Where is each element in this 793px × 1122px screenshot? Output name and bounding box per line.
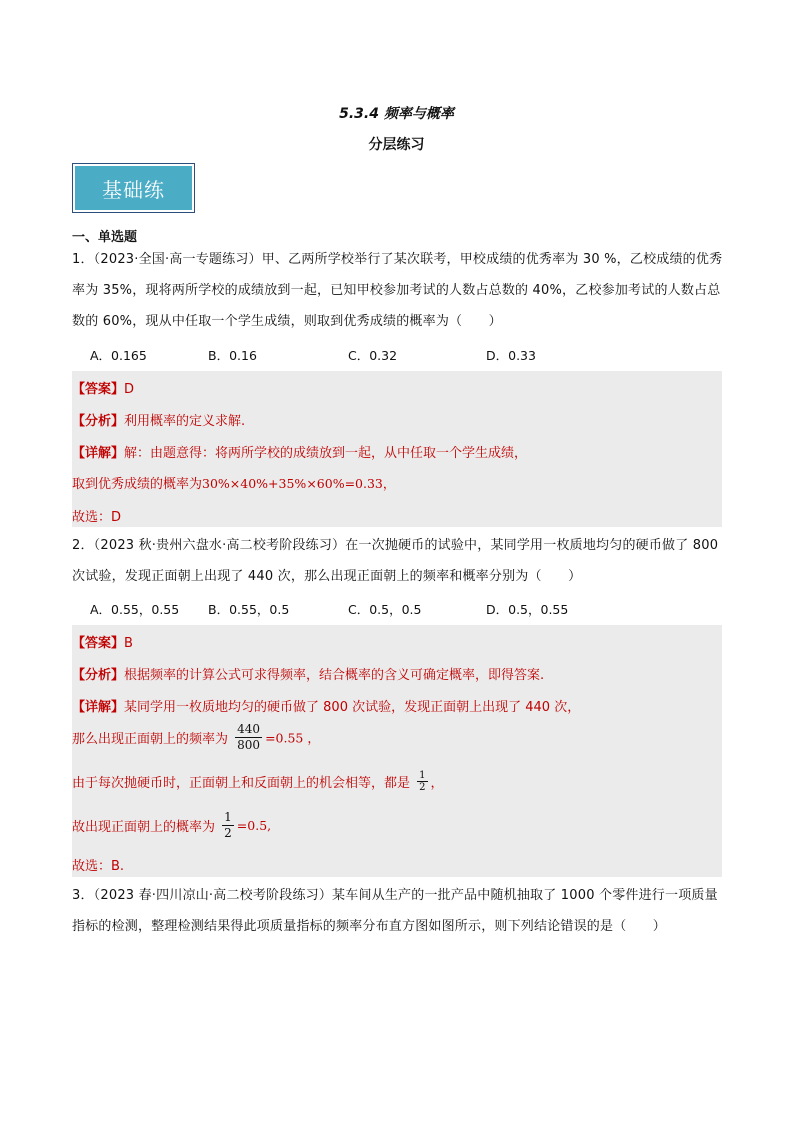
q1-detail-prefix: 取到优秀成绩的概率为 (72, 477, 203, 492)
q2-coin-numerator: 1 (419, 770, 426, 781)
q2-answer-line (72, 632, 133, 651)
q2-frequency-result: =0.55 ， (265, 730, 320, 746)
q2-detail-line-1 (72, 696, 580, 715)
q2-coin-fraction (417, 770, 427, 793)
q2-detail-n1: 800 (323, 700, 348, 715)
q1-answer-line (72, 378, 134, 397)
q1-detail-text: 解：由题意得：将两所学校的成绩放到一起，从中任取一个学生成绩， (124, 446, 528, 461)
q1-option-a: A．0.165 (90, 348, 147, 363)
q2-analysis: 根据频率的计算公式可求得频率，结合概率的含义可确定概率，即得答案. (124, 668, 545, 683)
section-badge (72, 163, 195, 213)
q1-answer: D (124, 382, 135, 397)
q2-choose: 故选：B. (72, 859, 125, 874)
q1-analysis-tag: 【分析】 (72, 414, 125, 429)
question-3-text: 3．（2023 春·四川凉山·高二校考阶段练习）某车间从生产的一批产品中随机抽取了 1000 个零件进行一项质量指标的检测，整理检测结果得此项质量指标的频率分布直方图如图所示，则下列结论错误的是（ ） (72, 888, 718, 934)
q2-frequency-denominator: 800 (237, 738, 261, 752)
q2-answer: B (124, 636, 133, 651)
section-badge-label: 基础练 (75, 166, 192, 210)
q2-probability-fraction (222, 810, 234, 841)
q1-detail-line-2 (72, 473, 395, 492)
q1-option-d: D．0.33 (486, 348, 536, 363)
q1-answer-tag: 【答案】 (72, 382, 125, 397)
q1-option-b: B．0.16 (208, 348, 257, 363)
q2-detail-c: 次， (550, 700, 581, 715)
section-heading: 一、单选题 (72, 230, 138, 245)
q2-detail-n2: 440 (525, 700, 551, 715)
q2-frequency-line (72, 722, 320, 753)
q2-frequency-numerator: 440 (237, 722, 261, 736)
q1-detail-tag: 【详解】 (72, 446, 125, 461)
question-1-options (90, 346, 536, 364)
q2-option-d: D．0.5，0.55 (486, 602, 569, 617)
q1-option-c: C．0.32 (348, 348, 398, 363)
page-title: 5.3.4 频率与概率 (339, 106, 454, 122)
q2-option-a: A．0.55，0.55 (90, 602, 180, 617)
question-2-options (90, 600, 568, 618)
q2-detail-b: 次试验，发现正面朝上出现了 (347, 700, 526, 715)
page-subtitle: 分层练习 (368, 137, 425, 153)
q1-detail-line-1 (72, 442, 527, 461)
q1-choose: 故选：D (72, 510, 122, 525)
q2-probability-numerator: 1 (224, 810, 232, 824)
question-2-text: 2．（2023 秋·贵州六盘水·高二校考阶段练习）在一次抛硬币的试验中，某同学用一枚质地均匀的硬币做了 800 次试验，发现正面朝上出现了 440 次，那么出现正面朝上的频率和概率分别为（ ） (72, 538, 719, 584)
q2-option-b: B．0.55，0.5 (208, 602, 290, 617)
q2-detail-tag: 【详解】 (72, 700, 125, 715)
q2-probability-prefix: 故出现正面朝上的概率为 (72, 820, 216, 835)
q2-option-c: C．0.5，0.5 (348, 602, 422, 617)
q2-probability-denominator: 2 (224, 826, 232, 840)
q2-answer-tag: 【答案】 (72, 636, 125, 651)
q1-analysis-line (72, 410, 245, 429)
q1-detail-math: 30%×40%+35%×60%=0.33， (202, 476, 396, 491)
q2-coin-prefix: 由于每次抛硬币时，正面朝上和反面朝上的机会相等，都是 (72, 776, 411, 791)
q1-analysis: 利用概率的定义求解. (124, 414, 246, 429)
q2-coin-denominator: 2 (419, 782, 426, 793)
q2-analysis-line (72, 664, 544, 683)
q2-coin-suffix: ， (430, 776, 444, 791)
question-1-text: 1．（2023·全国·高一专题练习）甲、乙两所学校举行了某次联考，甲校成绩的优秀率为 30 %，乙校成绩的优秀率为 35%，现将两所学校的成绩放到一起，已知甲校参加考试的人数占总数的 40%，乙校参加考试的人数占总数的 60%，现从中任取一个学生成绩，则取到优秀成绩的概率为（ ） (72, 252, 723, 329)
q2-coin-line (72, 770, 444, 793)
q2-probability-result: =0.5, (236, 818, 272, 833)
q2-detail-a: 某同学用一枚质地均匀的硬币做了 (124, 700, 324, 715)
q2-analysis-tag: 【分析】 (72, 668, 125, 683)
q2-probability-line (72, 810, 271, 841)
q2-frequency-prefix: 那么出现正面朝上的频率为 (72, 732, 229, 747)
q2-frequency-fraction (235, 722, 262, 753)
